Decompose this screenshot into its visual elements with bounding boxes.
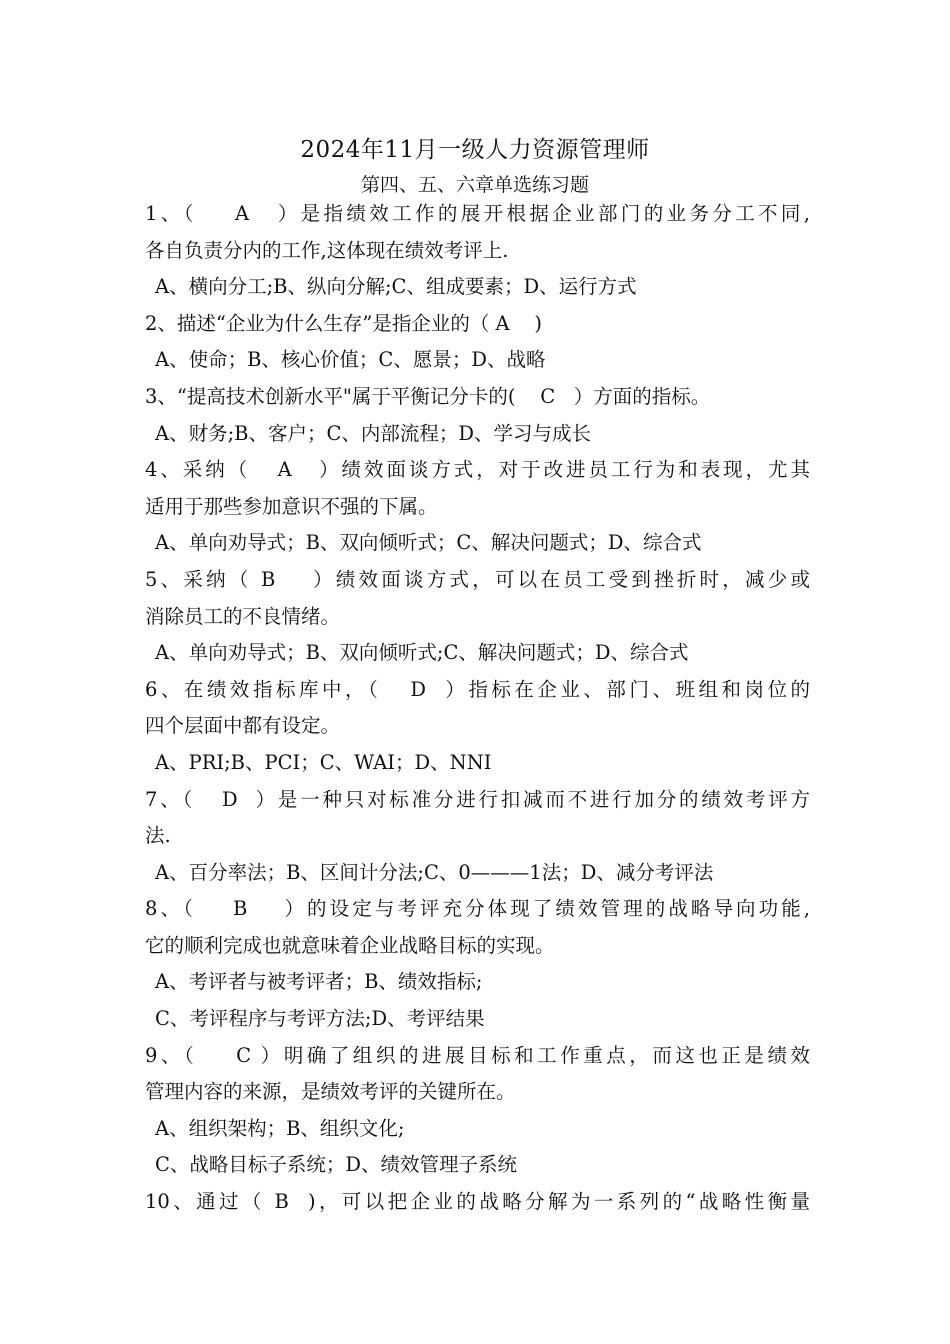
question-text-line: 管理内容的来源，是绩效考评的关键所在。	[145, 1080, 516, 1104]
answer-options-line: C、考评程序与考评方法;D、考评结果	[155, 1007, 485, 1031]
answer-options-line: A、单向劝导式；B、双向倾听式;C、解决问题式；D、综合式	[155, 641, 689, 665]
document-subtitle: 第四、五、六章单选练习题	[360, 174, 589, 196]
question-text-line: 法.	[145, 824, 171, 848]
question-text-line: 四个层面中都有设定。	[145, 714, 341, 738]
document-title: 2024年11月一级人力资源管理师	[300, 137, 650, 163]
question-text-line: 7、（ D ）是一种只对标准分进行扣减而不进行加分的绩效考评方	[145, 787, 810, 811]
question-text-line: 消除员工的不良情绪。	[145, 604, 341, 628]
question-text-line: 适用于那些参加意识不强的下属。	[145, 494, 438, 518]
question-text-line: 3、“提高技术创新水平"属于平衡记分卡的( C ）方面的指标。	[145, 384, 711, 408]
question-text-line: 它的顺利完成也就意味着企业战略目标的实现。	[145, 933, 555, 957]
question-text-line: 各自负责分内的工作,这体现在绩效考评上.	[145, 238, 509, 262]
question-text-line: 6、在绩效指标库中，（ D ）指标在企业、部门、班组和岗位的	[145, 677, 810, 701]
answer-options-line: A、横向分工;B、纵向分解;C、组成要素；D、运行方式	[155, 275, 637, 299]
question-list	[145, 196, 810, 1221]
answer-options-line: A、考评者与被考评者；B、绩效指标;	[155, 970, 483, 994]
question-text-line: 8、（ B ）的设定与考评充分体现了绩效管理的战略导向功能,	[145, 897, 810, 921]
answer-options-line: A、财务;B、客户；C、内部流程；D、学习与成长	[155, 421, 592, 445]
answer-options-line: A、百分率法；B、区间计分法;C、0———1法；D、减分考评法	[155, 860, 714, 884]
question-text-line: 4、采纳（ A ）绩效面谈方式，对于改进员工行为和表现，尤其	[145, 458, 810, 482]
answer-options-line: A、PRI;B、PCI；C、WAI；D、NNI	[155, 750, 492, 774]
answer-options-line: A、使命；B、核心价值；C、愿景；D、战略	[155, 348, 546, 372]
question-text-line: 10、通过（ B )，可以把企业的战略分解为一系列的“战略性衡量	[145, 1190, 810, 1214]
question-text-line: 9、（ C ）明确了组织的进展目标和工作重点，而这也正是绩效	[145, 1043, 810, 1067]
question-text-line: 2、描述“企业为什么生存”是指企业的（ A )	[145, 311, 543, 335]
question-text-line: 1、（ A ）是指绩效工作的展开根据企业部门的业务分工不同,	[145, 202, 810, 225]
answer-options-line: A、组织架构；B、组织文化;	[155, 1116, 405, 1140]
answer-options-line: A、单向劝导式；B、双向倾听式；C、解决问题式；D、综合式	[155, 531, 702, 555]
answer-options-line: C、战略目标子系统；D、绩效管理子系统	[155, 1153, 518, 1177]
question-text-line: 5、采纳（ B ）绩效面谈方式，可以在员工受到挫折时，减少或	[145, 567, 810, 591]
